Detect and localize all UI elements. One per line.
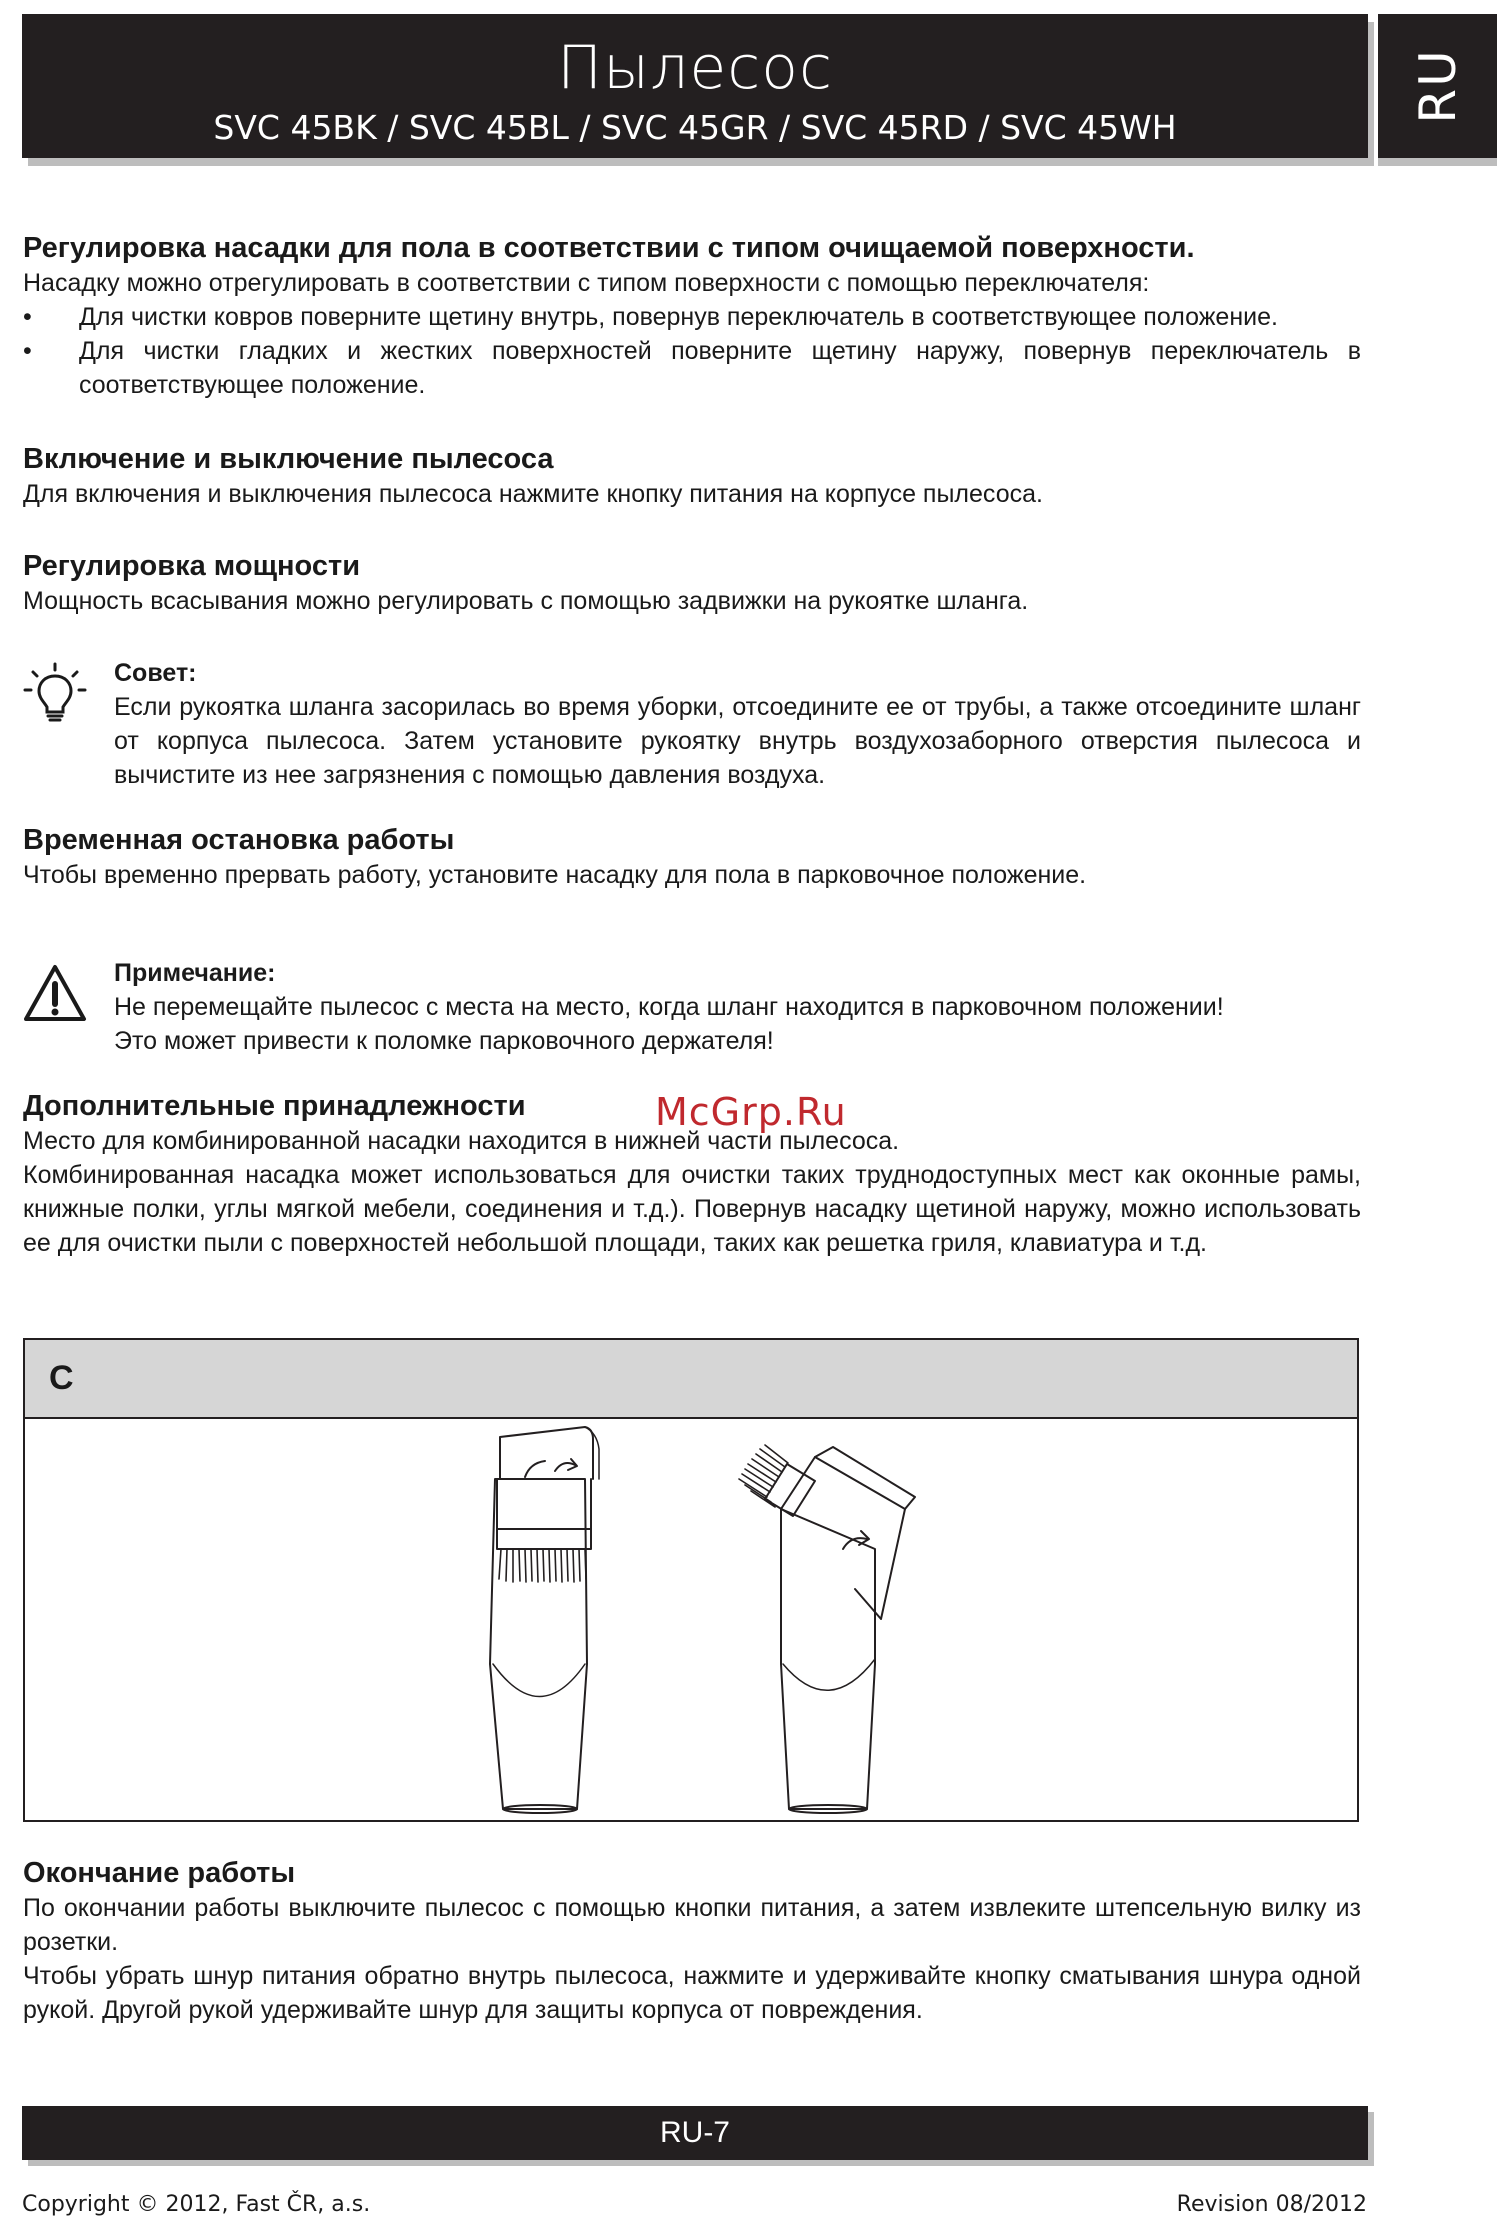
language-tab	[1378, 14, 1497, 158]
page-title: Пылесос	[557, 33, 833, 103]
suction-text: Мощность всасывания можно регулировать с помощью задвижки на рукоятке шланга.	[23, 587, 1029, 615]
note-block	[23, 956, 1361, 1058]
page-number: RU-7	[659, 2116, 730, 2149]
copyright: Copyright © 2012, Fast ČR, a.s.	[22, 2192, 371, 2217]
model-list: SVC 45BK / SVC 45BL / SVC 45GR / SVC 45RD / SVC 45WH	[213, 108, 1177, 147]
bullet-mark: •	[23, 303, 32, 331]
lightbulb-icon	[23, 662, 87, 726]
tip-label: Совет:	[114, 659, 197, 687]
finish-heading: Окончание работы	[23, 1857, 296, 1889]
watermark: McGrp.Ru	[655, 1090, 847, 1134]
note-line-1: Не перемещайте пылесос с места на место, когда шланг находится в парковочном положении!	[114, 993, 1224, 1021]
accessories-heading: Дополнительные принадлежности	[23, 1090, 526, 1122]
bullet-text: Для чистки гладких и жестких поверхностей поверните щетину наружу, повернув переключатель в соответствующее положение.	[79, 337, 1361, 399]
power-heading: Включение и выключение пылесоса	[23, 443, 554, 475]
figure-c	[23, 1338, 1359, 1822]
tip-block	[23, 656, 1361, 792]
suction-heading: Регулировка мощности	[23, 550, 361, 582]
revision: Revision 08/2012	[1176, 2192, 1367, 2217]
finish-section	[23, 1855, 1361, 2027]
language-code: RU	[1408, 48, 1467, 124]
finish-text-1: По окончании работы выключите пылесос с помощью кнопки питания, а затем извлеките штепсельную вилку из розетки.	[23, 1894, 1361, 1956]
bullet-mark: •	[23, 337, 32, 365]
list-item	[23, 334, 1361, 402]
accessories-text: Комбинированная насадка может использоваться для очистки таких труднодоступных мест как оконные рамы, книжные полки, углы мягкой мебели, соединения и т.д.). Повернув насадку щетиной наружу, можно использовать ее для очистки пыли с поверхностей небольшой площади, таких как решетка гриля, клавиатура и т.д.	[23, 1161, 1361, 1257]
floor-heading: Регулировка насадки для пола в соответствии с типом очищаемой поверхности.	[23, 232, 1195, 264]
list-item	[23, 300, 1361, 334]
pause-heading: Временная остановка работы	[23, 824, 455, 856]
tip-text: Если рукоятка шланга засорилась во время уборки, отсоедините ее от трубы, а также отсоедините шланг от корпуса пылесоса. Затем установите рукоятку внутрь воздухозаборного отверстия пылесоса и вычистите из нее загрязнения с помощью давления воздуха.	[114, 693, 1361, 789]
bullet-text: Для чистки ковров поверните щетину внутрь, повернув переключатель в соответствующее положение.	[79, 303, 1278, 331]
accessories-line-1: Место для комбинированной насадки находится в нижней части пылесоса.	[23, 1127, 900, 1155]
power-text: Для включения и выключения пылесоса нажмите кнопку питания на корпусе пылесоса.	[23, 480, 1043, 508]
crevice-tool-illustration	[25, 1419, 1357, 1820]
note-line-2: Это может привести к поломке парковочного держателя!	[114, 1027, 774, 1055]
pause-text: Чтобы временно прервать работу, установите насадку для пола в парковочное положение.	[23, 861, 1087, 889]
floor-bullets	[23, 300, 1361, 402]
footer-page-bar	[22, 2106, 1368, 2160]
note-label: Примечание:	[114, 959, 276, 987]
figure-label: C	[25, 1340, 1357, 1419]
page-header	[22, 14, 1368, 158]
warning-icon	[23, 962, 87, 1026]
floor-intro: Насадку можно отрегулировать в соответствии с типом поверхности с помощью переключателя:	[23, 269, 1150, 297]
finish-text-2: Чтобы убрать шнур питания обратно внутрь пылесоса, нажмите и удерживайте кнопку сматывания шнура одной рукой. Другой рукой удерживайте шнур для защиты корпуса от повреждения.	[23, 1962, 1361, 2024]
